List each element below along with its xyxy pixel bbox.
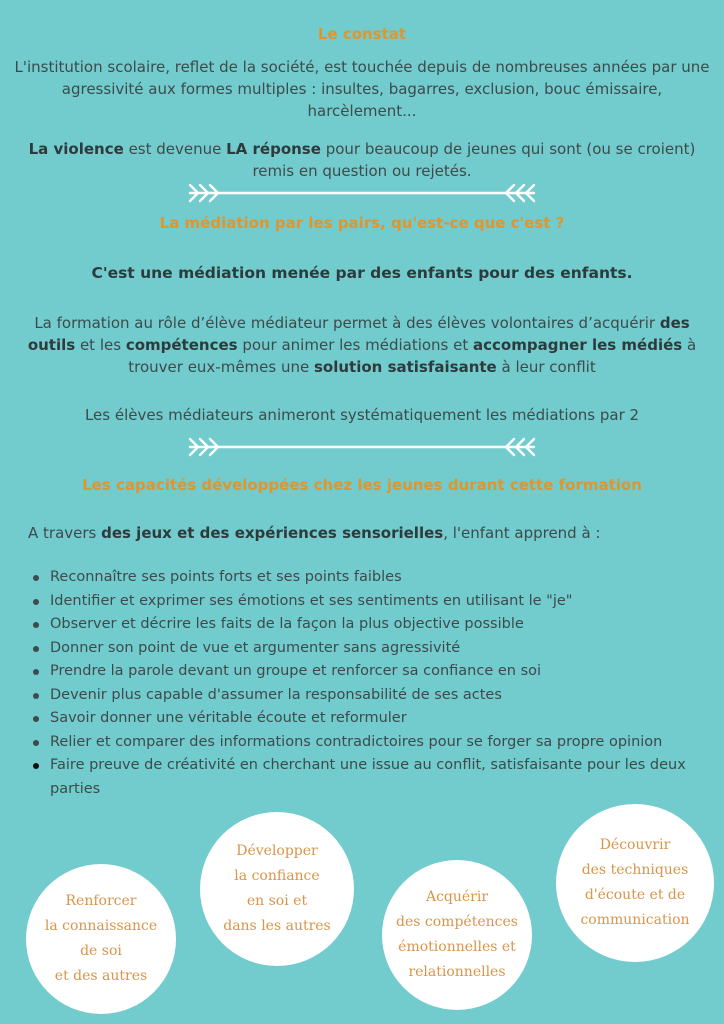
la-reponse-bold: LA réponse (226, 140, 321, 158)
list-item: Faire preuve de créativité en cherchant une issue au conflit, satisfaisante pour les deux parties (50, 754, 710, 801)
bubble-competences-emotionnelles: Acquérir des compétences émotionnelles et relationnelles (382, 860, 532, 1010)
list-item: Devenir plus capable d'assumer la responsabilité de ses actes (50, 684, 710, 708)
bubble-confiance-en-soi: Développer la confiance en soi et dans les autres (200, 812, 354, 966)
constat-intro-paragraph: L'institution scolaire, reflet de la société, est touchée depuis de nombreuses années par une agressivité aux formes multiples : insultes, bagarres, exclusion, bouc émissaire, harcèlement... (14, 58, 710, 120)
violence-paragraph: La violence est devenue LA réponse pour beaucoup de jeunes qui sont (ou se croient) remis en question ou rejetés. (28, 140, 696, 180)
list-item: Identifier et exprimer ses émotions et ses sentiments en utilisant le "je" (50, 590, 710, 614)
capacites-lead: A travers des jeux et des expériences sensorielles, l'enfant apprend à : (28, 524, 601, 542)
heading-capacites: Les capacités développées chez les jeunes durant cette formation (82, 476, 642, 494)
mediation-definition: C'est une médiation menée par des enfants pour des enfants. (91, 264, 633, 282)
list-item: Prendre la parole devant un groupe et renforcer sa confiance en soi (50, 660, 710, 684)
bubble-connaissance-de-soi: Renforcer la connaissance de soi et des autres (26, 864, 176, 1014)
bubble-techniques-ecoute: Découvrir des techniques d'écoute et de communication (556, 804, 714, 962)
heading-mediation-pairs: La médiation par les pairs, qu'est-ce que c'est ? (159, 214, 565, 232)
mediation-pairs-paragraph: Les élèves médiateurs animeront systématiquement les médiations par 2 (84, 406, 640, 424)
arrow-divider-2 (184, 436, 540, 458)
list-item: Relier et comparer des informations contradictoires pour se forger sa propre opinion (50, 731, 710, 755)
heading-le-constat: Le constat (317, 25, 407, 43)
arrow-divider-1 (184, 182, 540, 204)
list-item: Observer et décrire les faits de la façon la plus objective possible (50, 613, 710, 637)
skills-list (28, 566, 710, 801)
violence-bold: La violence (28, 140, 124, 158)
training-paragraph: La formation au rôle d’élève médiateur permet à des élèves volontaires d’acquérir des outils et les compétences pour animer les médiations et accompagner les médiés à trouver eux-mêmes une solution satisfaisante à leur conflit (27, 314, 697, 376)
list-item: Donner son point de vue et argumenter sans agressivité (50, 637, 710, 661)
list-item: Reconnaître ses points forts et ses points faibles (50, 566, 710, 590)
list-item: Savoir donner une véritable écoute et reformuler (50, 707, 710, 731)
